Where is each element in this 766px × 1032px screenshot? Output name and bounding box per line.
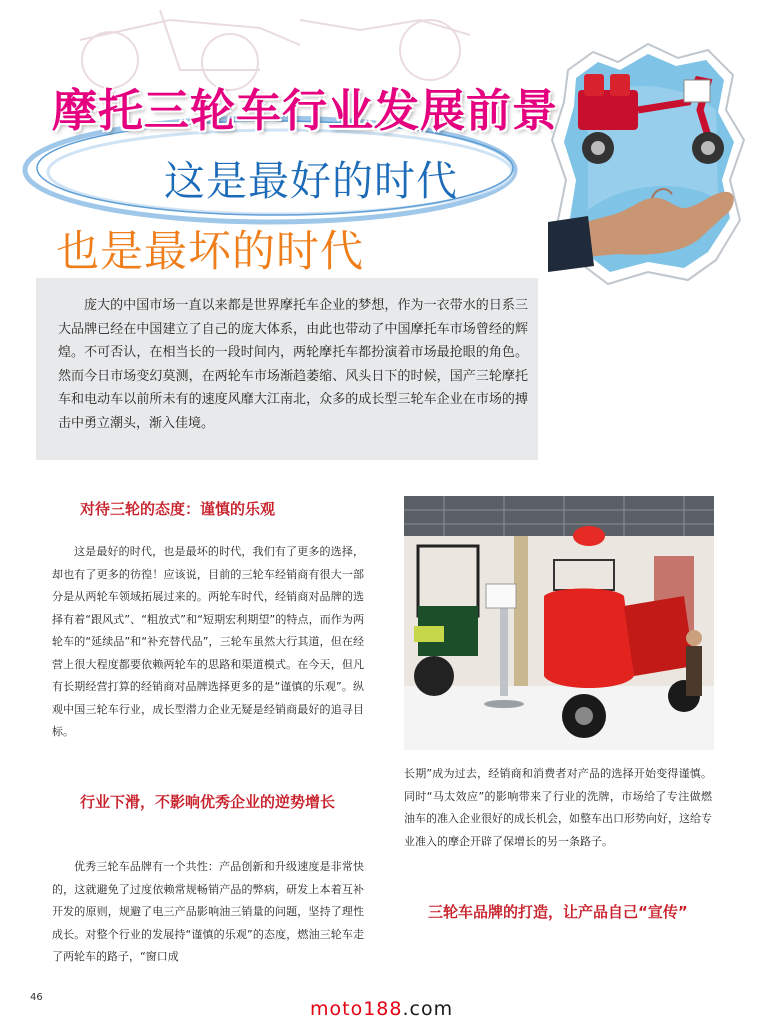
hero-tricycle-in-hand-image — [548, 40, 748, 290]
section-body-decline: 优秀三轮车品牌有一个共性：产品创新和升级速度是非常快的，这就避免了过度依赖常规畅销产品的弊病，研发上本着互补开发的原则，规避了电三产品影响油三销量的问题，坚持了理性成长。对整个行业的发展持“谨慎的乐观”的态度，燃油三轮车走了两轮车的路子，“窗口成 — [52, 860, 364, 963]
section-heading-attitude: 对待三轮的态度：谨慎的乐观 — [80, 500, 276, 518]
section-heading-brand: 三轮车品牌的打造，让产品自己“宣传” — [428, 903, 688, 921]
site-url-name: moto188 — [310, 998, 403, 1020]
site-url-domain: .com — [402, 998, 454, 1020]
page-number: 46 — [30, 992, 43, 1003]
subtitle-best-era: 这是最好的时代 — [164, 157, 458, 205]
intro-box — [36, 278, 538, 460]
intro-paragraph: 庞大的中国市场一直以来都是世界摩托车企业的梦想，作为一衣带水的日系三大品牌已经在中国建立了自己的庞大体系，由此也带动了中国摩托车市场曾经的辉煌。不可否认，在相当长的一段时间内，两轮摩托车都扮演着市场最抢眼的角色。然而今日市场变幻莫测，在两轮车市场渐趋萎缩、风头日下的时候，国产三轮摩托车和电动车以前所未有的速度风靡大江南北，众多的成长型三轮车企业在市场的搏击中勇立潮头，渐入佳境。 — [58, 298, 528, 431]
exhibition-tricycle-photo — [404, 496, 714, 750]
subtitle-worst-era: 也是最坏的时代 — [56, 227, 364, 277]
right-column-body: 长期”成为过去，经销商和消费者对产品的选择开始变得谨慎。同时“马太效应”的影响带来了行业的洗牌，市场给了专注做燃油车的准入企业很好的成长机会，如整车出口形势向好，这给专业准入的摩企开辟了保增长的另一条路子。 — [404, 767, 712, 848]
site-url — [310, 998, 453, 1020]
section-heading-decline: 行业下滑，不影响优秀企业的逆势增长 — [80, 793, 336, 811]
section-body-attitude: 这是最好的时代，也是最坏的时代，我们有了更多的选择，却也有了更多的彷徨！应该说，目前的三轮车经销商有很大一部分是从两轮车领域拓展过来的。两轮车时代，经销商对品牌的选择有着“跟风式”、“粗放式”和“短期宏利期望”的特点，而作为两轮车的“延续品”和“补充替代品”，三轮车虽然大行其道，但在经营上很大程度都要依赖两轮车的思路和渠道模式。在今天，但凡有长期经营打算的经销商对品牌选择更多的是“谨慎的乐观”。纵观中国三轮车行业，成长型潜力企业无疑是经销商最好的追寻目标。 — [52, 545, 364, 738]
main-title: 摩托三轮车行业发展前景 — [52, 84, 559, 137]
